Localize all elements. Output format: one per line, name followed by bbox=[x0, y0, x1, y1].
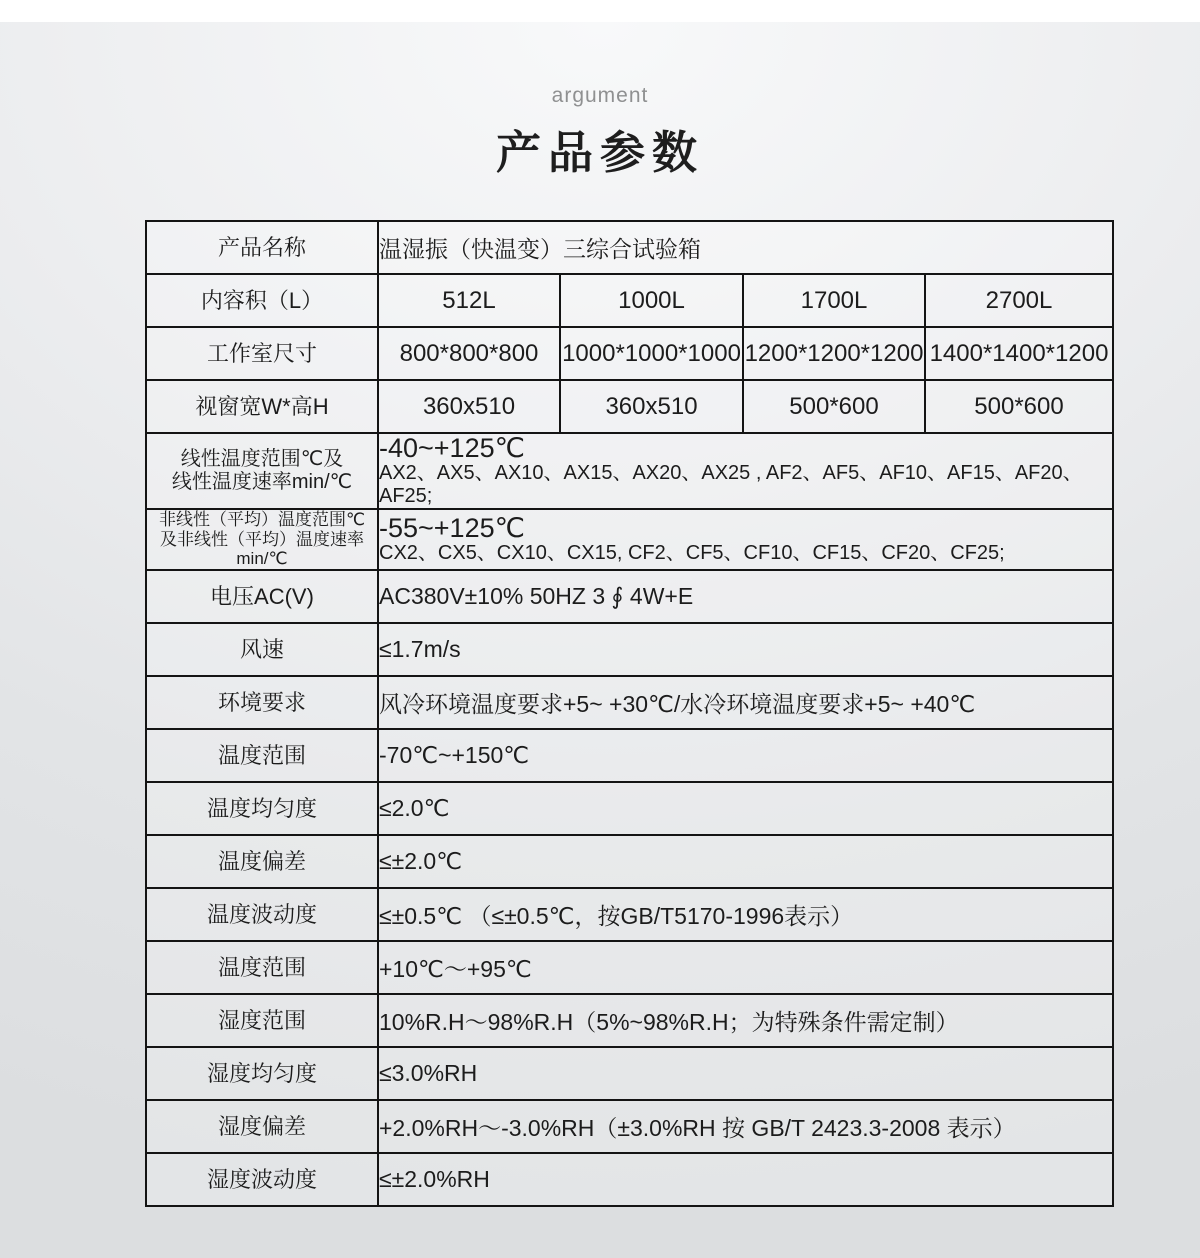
row-value: 500*600 bbox=[925, 380, 1113, 433]
row-value: 10%R.H～98%R.H（5%~98%R.H；为特殊条件需定制） bbox=[378, 994, 1113, 1047]
row-value: ≤1.7m/s bbox=[378, 623, 1113, 676]
row-label: 产品名称 bbox=[146, 221, 378, 274]
table-row bbox=[146, 380, 1113, 433]
top-white-band bbox=[0, 0, 1200, 22]
table-row bbox=[146, 433, 1113, 509]
row-label: 工作室尺寸 bbox=[146, 327, 378, 380]
table-row bbox=[146, 941, 1113, 994]
row-value: ≤±2.0℃ bbox=[378, 835, 1113, 888]
row-value: AC380V±10% 50HZ 3 ∮ 4W+E bbox=[378, 570, 1113, 623]
row-value: 1000L bbox=[560, 274, 743, 327]
row-label: 电压AC(V) bbox=[146, 570, 378, 623]
header-subtitle: argument bbox=[551, 84, 649, 107]
row-value: -55~+125℃ CX2、CX5、CX10、CX15, CF2、CF5、CF10、CF15、CF20、CF25; bbox=[378, 509, 1113, 570]
row-label: 视窗宽W*高H bbox=[146, 380, 378, 433]
table-row bbox=[146, 570, 1113, 623]
row-value: 温湿振（快温变）三综合试验箱 bbox=[378, 221, 1113, 274]
table-row bbox=[146, 623, 1113, 676]
row-value: -70℃~+150℃ bbox=[378, 729, 1113, 782]
row-value: 风冷环境温度要求+5~ +30℃/水冷环境温度要求+5~ +40℃ bbox=[378, 676, 1113, 729]
row-label: 温度偏差 bbox=[146, 835, 378, 888]
row-value: ≤±2.0%RH bbox=[378, 1153, 1113, 1206]
row-label: 湿度偏差 bbox=[146, 1100, 378, 1153]
row-value: 1200*1200*1200 bbox=[743, 327, 925, 380]
table-row bbox=[146, 676, 1113, 729]
table-row bbox=[146, 888, 1113, 941]
row-value: 360x510 bbox=[378, 380, 560, 433]
row-label: 湿度波动度 bbox=[146, 1153, 378, 1206]
spec-table bbox=[145, 220, 1114, 1207]
row-value: 800*800*800 bbox=[378, 327, 560, 380]
row-value: 1000*1000*1000 bbox=[560, 327, 743, 380]
header bbox=[0, 22, 1200, 181]
row-value: 512L bbox=[378, 274, 560, 327]
page-background bbox=[0, 22, 1200, 1258]
row-label: 温度均匀度 bbox=[146, 782, 378, 835]
row-label: 环境要求 bbox=[146, 676, 378, 729]
row-label: 线性温度范围℃及 线性温度速率min/℃ bbox=[146, 433, 378, 509]
row-value: 360x510 bbox=[560, 380, 743, 433]
row-value: +2.0%RH～-3.0%RH（±3.0%RH 按 GB/T 2423.3-2008 表示） bbox=[378, 1100, 1113, 1153]
row-label: 内容积（L） bbox=[146, 274, 378, 327]
table-row bbox=[146, 221, 1113, 274]
row-label: 湿度均匀度 bbox=[146, 1047, 378, 1100]
row-value: ≤±0.5℃ （≤±0.5℃，按GB/T5170-1996表示） bbox=[378, 888, 1113, 941]
table-row bbox=[146, 994, 1113, 1047]
table-row bbox=[146, 729, 1113, 782]
row-value: 1700L bbox=[743, 274, 925, 327]
table-row bbox=[146, 835, 1113, 888]
page-title: 产品参数 bbox=[495, 127, 704, 178]
row-value: ≤2.0℃ bbox=[378, 782, 1113, 835]
row-value: 2700L bbox=[925, 274, 1113, 327]
row-label: 湿度范围 bbox=[146, 994, 378, 1047]
row-value: -40~+125℃ AX2、AX5、AX10、AX15、AX20、AX25 , AF2、AF5、AF10、AF15、AF20、AF25; bbox=[378, 433, 1113, 509]
row-label: 非线性（平均）温度范围℃ 及非线性（平均）温度速率min/℃ bbox=[146, 509, 378, 570]
row-label: 风速 bbox=[146, 623, 378, 676]
table-row bbox=[146, 327, 1113, 380]
row-value: 1400*1400*1200 bbox=[925, 327, 1113, 380]
row-value: ≤3.0%RH bbox=[378, 1047, 1113, 1100]
table-row bbox=[146, 782, 1113, 835]
table-row bbox=[146, 509, 1113, 570]
table-row bbox=[146, 274, 1113, 327]
table-row bbox=[146, 1047, 1113, 1100]
row-label: 温度范围 bbox=[146, 941, 378, 994]
row-value: +10℃～+95℃ bbox=[378, 941, 1113, 994]
row-value: 500*600 bbox=[743, 380, 925, 433]
row-label: 温度波动度 bbox=[146, 888, 378, 941]
table-row bbox=[146, 1153, 1113, 1206]
table-row bbox=[146, 1100, 1113, 1153]
row-label: 温度范围 bbox=[146, 729, 378, 782]
